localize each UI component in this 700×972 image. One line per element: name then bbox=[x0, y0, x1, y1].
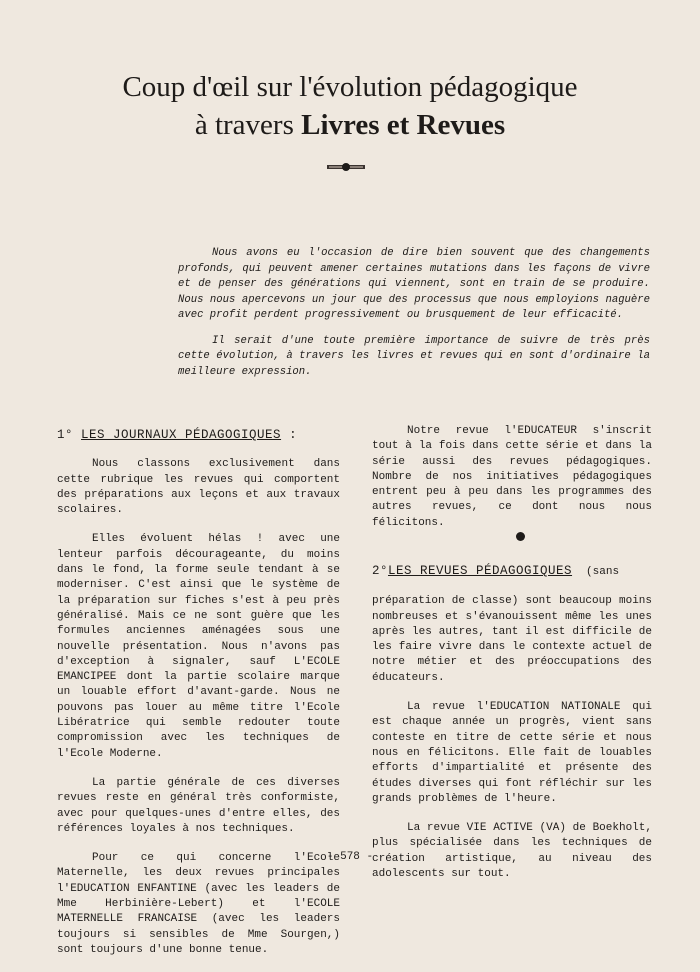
intro-paragraph-2: Il serait d'une toute première importance de suivre de très près cette évolution, à travers les livres et revues qui en sont d'ordinaire la meilleure expression. bbox=[178, 334, 650, 378]
section-2-paragraph-2: La revue l'EDUCATION NATIONALE qui est chaque année un progrès, vient sans conteste en titre de cette série et nous nous en félicitons. Elle fait de louables efforts d'impartialité et présente des études diverses qui font réfléchir sur les grands problèmes de l'heure. bbox=[372, 701, 652, 805]
section-2-paragraph-3: La revue VIE ACTIVE (VA) de Boekholt, plus spécialisée dans les techniques de création artistique, au niveau des adolescents sur tout. bbox=[372, 822, 652, 881]
page-number: - 578 - bbox=[326, 851, 374, 863]
title-line-2-prefix: à travers bbox=[194, 109, 302, 141]
bullet-dot-icon bbox=[516, 532, 525, 541]
intro-paragraph-1: Nous avons eu l'occasion de dire bien souvent que des changements profonds, qui peuvent amener certaines mutations dans les façons de vivre et de penser des générations qui viennent, sont en train de se produire. Nous nous apercevons un jour que des processus que nous employions naguère avec profit perdent progressivement ou brusquement de leur efficacité. bbox=[178, 247, 650, 321]
section-2-title: LES REVUES PÉDAGOGIQUES bbox=[388, 564, 573, 578]
section-1-paragraph-5: Notre revue l'EDUCATEUR s'inscrit tout à la fois dans cette série et dans la série aussi des revues pédagogiques. Nombre de nos initiatives pédagogiques entrent peu à peu dans les programmes des autres revues, ce dont nous nous félicitons. bbox=[372, 425, 652, 529]
left-column bbox=[57, 428, 340, 972]
title-line-1: Coup d'œil sur l'évolution pédagogique bbox=[122, 71, 578, 103]
title-line-2 bbox=[0, 106, 700, 144]
ornament-icon bbox=[327, 162, 365, 172]
article-title bbox=[0, 68, 700, 144]
section-2-number: 2° bbox=[372, 564, 389, 578]
section-1-heading bbox=[57, 428, 340, 443]
section-2-paragraph-1: préparation de classe) sont beaucoup moins nombreuses et s'évanouissent même les unes après les autres, tant il est difficile de les faire vivre dans le contexte actuel de notre métier et des préoccupations des éducateurs. bbox=[372, 595, 652, 684]
section-1-paragraph-3: La partie générale de ces diverses revues reste en général très conformiste, avec pour quelques-unes d'entre elles, des références loyales à nos techniques. bbox=[57, 776, 340, 835]
section-1-paragraph-1: Nous classons exclusivement dans cette rubrique les revues qui comportent des préparations aux leçons et aux travaux scolaires. bbox=[57, 458, 340, 517]
section-1-title: LES JOURNAUX PÉDAGOGIQUES bbox=[81, 428, 282, 442]
right-column bbox=[372, 424, 652, 545]
intro-text bbox=[178, 246, 650, 390]
title-line-2-bold: Livres et Revues bbox=[301, 109, 506, 141]
section-1-number: 1° bbox=[57, 428, 74, 442]
section-2-heading-continuation: (sans bbox=[586, 566, 620, 578]
section-1-paragraph-2: Elles évoluent hélas ! avec une lenteur parfois décourageante, du moins dans le fond, la forme seule tendant à se moderniser. C'est ainsi que le système de la préparation sur fiches s'est à peu près généralisé. Mais ce ne sont guère que les formules anciennes aménagées sous une nouvelle présentation. Nous n'avons pas d'exception à signaler, sauf L'ECOLE EMANCIPEE dont la partie scolaire marque un louable effort d'avant-garde. Nous ne pouvons pas louer au même titre l'Ecole Libératrice qui semble redouter toute compromission avec les techniques de l'Ecole Moderne. bbox=[57, 533, 340, 760]
section-2-heading bbox=[372, 564, 652, 580]
section-1-paragraph-4: Pour ce qui concerne l'Ecole Maternelle, les deux revues principales l'EDUCATION ENFANTINE (avec les leaders de Mme Herbinière-Lebert) et l'ECOLE MATERNELLE FRANCAISE (avec les leaders toujours si sensibles de Mme Sourgen,) sont toujours d'une bonne tenue. bbox=[57, 852, 340, 956]
section-2 bbox=[372, 564, 652, 896]
section-1-colon: : bbox=[289, 428, 298, 442]
